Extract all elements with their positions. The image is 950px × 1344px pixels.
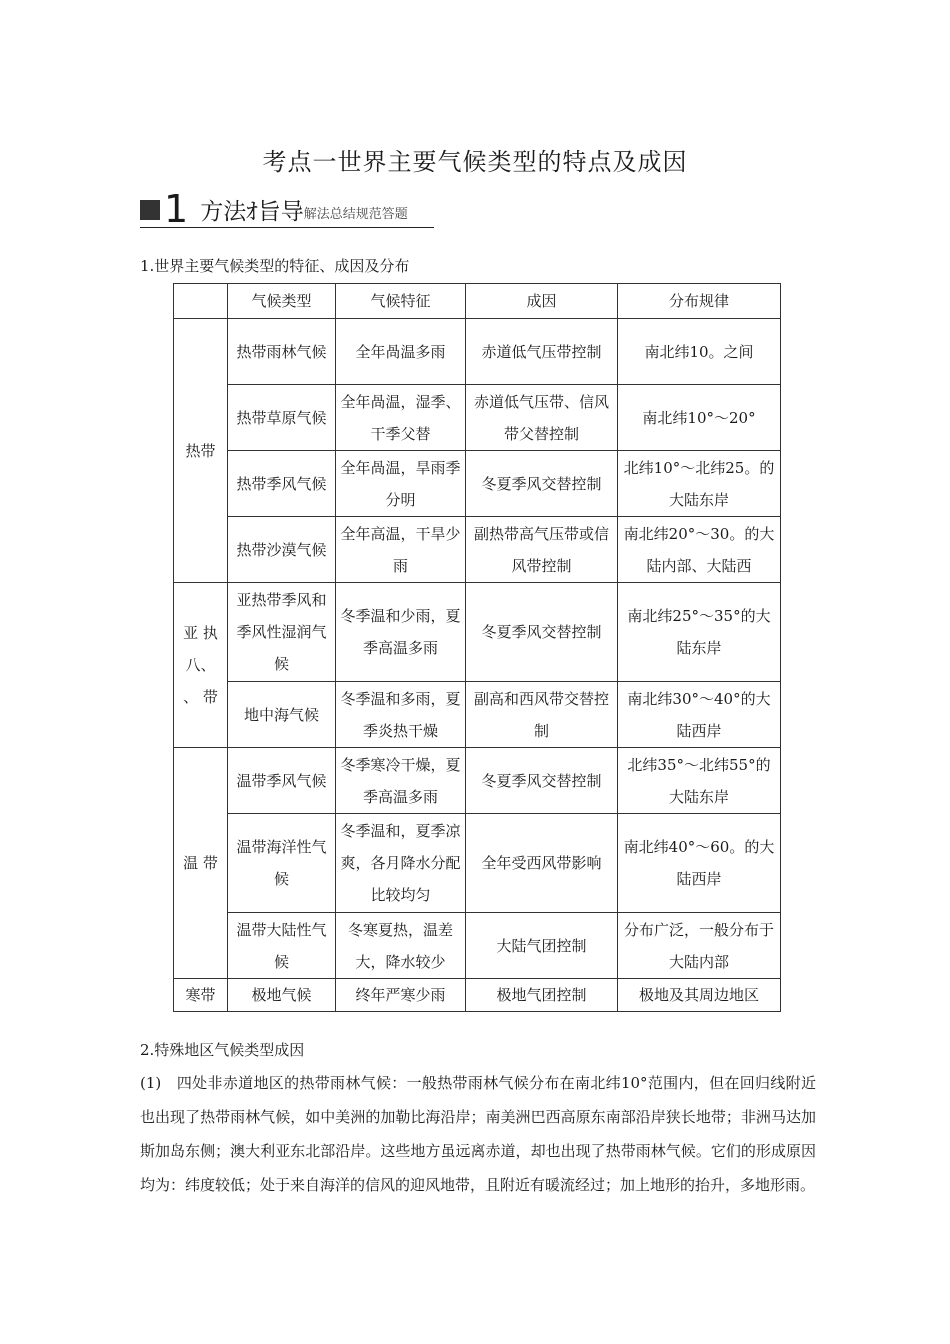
climate-cause-cell: 冬夏季风交替控制 xyxy=(466,748,618,814)
table-header-cell xyxy=(174,284,228,319)
section-header xyxy=(140,187,408,231)
table-header-cell: 气候特征 xyxy=(336,284,466,319)
table-header-row xyxy=(174,284,781,319)
climate-feature-cell: 全年咼温，湿季、干季父替 xyxy=(336,385,466,451)
table-heading: 1.世界主要气候类型的特征、成因及分布 xyxy=(140,257,410,275)
climate-feature-cell: 全年咼温多雨 xyxy=(336,319,466,385)
climate-cause-cell: 赤道低气压带、信风带父替控制 xyxy=(466,385,618,451)
climate-distribution-cell: 南北纬30°〜40°的大陆西岸 xyxy=(618,682,781,748)
table-row xyxy=(174,385,781,451)
climate-type-cell: 热带沙漠气候 xyxy=(228,517,336,583)
climate-cause-cell: 冬夏季风交替控制 xyxy=(466,451,618,517)
table-row xyxy=(174,682,781,748)
table-row xyxy=(174,979,781,1012)
climate-cause-cell: 全年受西风带影响 xyxy=(466,814,618,913)
table-header-cell: 成因 xyxy=(466,284,618,319)
climate-cause-cell: 副高和西风带交替控制 xyxy=(466,682,618,748)
climate-type-cell: 温带海洋性气候 xyxy=(228,814,336,913)
climate-cause-cell: 冬夏季风交替控制 xyxy=(466,583,618,682)
table-row xyxy=(174,451,781,517)
table-row xyxy=(174,517,781,583)
section-subtitle: 解法总结规范答题 xyxy=(303,207,408,222)
zone-cell-temperate: 温 带 xyxy=(174,748,228,979)
climate-distribution-cell: 极地及其周边地区 xyxy=(618,979,781,1012)
climate-distribution-cell: 南北纬40°〜60。的大陆西岸 xyxy=(618,814,781,913)
section2-heading: 2.特殊地区气候类型成因 xyxy=(140,1041,305,1059)
climate-feature-cell: 终年严寒少雨 xyxy=(336,979,466,1012)
table-header-cell: 气候类型 xyxy=(228,284,336,319)
table-header-cell: 分布规律 xyxy=(618,284,781,319)
climate-distribution-cell: 南北纬10°〜20° xyxy=(618,385,781,451)
climate-cause-cell: 极地气团控制 xyxy=(466,979,618,1012)
climate-type-cell: 地中海气候 xyxy=(228,682,336,748)
climate-type-cell: 热带雨林气候 xyxy=(228,319,336,385)
table-row xyxy=(174,814,781,913)
header-underline xyxy=(140,227,434,228)
climate-distribution-cell: 分布广泛，一般分布于大陆内部 xyxy=(618,913,781,979)
climate-cause-cell: 大陆气团控制 xyxy=(466,913,618,979)
climate-type-cell: 亚热带季风和季风性湿润气候 xyxy=(228,583,336,682)
section2-paragraph: (1) 四处非赤道地区的热带雨林气候：一般热带雨林气候分布在南北纬10°范围内，但在回归线附近也出现了热带雨林气候，如中美洲的加勒比海沿岸；南美洲巴西高原东南部沿岸狭长地带；非洲马达加斯加岛东侧；澳大利亚东北部沿岸。这些地方虽远离赤道，却也出现了热带雨林气候。它们的形成原因均为：纬度较低；处于来自海洋的信风的迎风地带，且附近有暖流经过；加上地形的抬升，多地形雨。 xyxy=(140,1074,816,1194)
section-number: 1 xyxy=(164,187,189,231)
climate-feature-cell: 冬季寒冷干燥，夏季高温多雨 xyxy=(336,748,466,814)
table-row xyxy=(174,913,781,979)
climate-feature-cell: 全年高温，干旱少雨 xyxy=(336,517,466,583)
table-row xyxy=(174,748,781,814)
climate-feature-cell: 全年咼温，旱雨季分明 xyxy=(336,451,466,517)
climate-distribution-cell: 北纬10°〜北纬25。的大陆东岸 xyxy=(618,451,781,517)
climate-type-cell: 温带大陆性气候 xyxy=(228,913,336,979)
climate-type-cell: 热带草原气候 xyxy=(228,385,336,451)
climate-cause-cell: 赤道低气压带控制 xyxy=(466,319,618,385)
climate-table xyxy=(173,283,781,1012)
zone-cell-subtropical: 亚 执 八、 、 带 xyxy=(174,583,228,748)
zone-cell-frigid: 寒带 xyxy=(174,979,228,1012)
climate-type-cell: 热带季风气候 xyxy=(228,451,336,517)
climate-distribution-cell: 北纬35°〜北纬55°的大陆东岸 xyxy=(618,748,781,814)
climate-cause-cell: 副热带高气压带或信风带控制 xyxy=(466,517,618,583)
square-marker-icon xyxy=(140,200,160,220)
page-title: 考点一世界主要气候类型的特点及成因 xyxy=(262,148,688,176)
section-title: 方法ｵ旨导 xyxy=(200,199,304,225)
climate-distribution-cell: 南北纬20°〜30。的大陆内部、大陆西 xyxy=(618,517,781,583)
table-row xyxy=(174,583,781,682)
climate-distribution-cell: 南北纬25°〜35°的大陆东岸 xyxy=(618,583,781,682)
climate-type-cell: 极地气候 xyxy=(228,979,336,1012)
climate-distribution-cell: 南北纬10。之间 xyxy=(618,319,781,385)
zone-cell-tropical: 热带 xyxy=(174,319,228,583)
climate-feature-cell: 冬季温和少雨，夏季高温多雨 xyxy=(336,583,466,682)
climate-feature-cell: 冬季温和多雨，夏季炎热干燥 xyxy=(336,682,466,748)
climate-feature-cell: 冬季温和，夏季凉爽，各月降水分配比较均匀 xyxy=(336,814,466,913)
table-row xyxy=(174,319,781,385)
climate-feature-cell: 冬寒夏热，温差大，降水较少 xyxy=(336,913,466,979)
climate-type-cell: 温带季风气候 xyxy=(228,748,336,814)
